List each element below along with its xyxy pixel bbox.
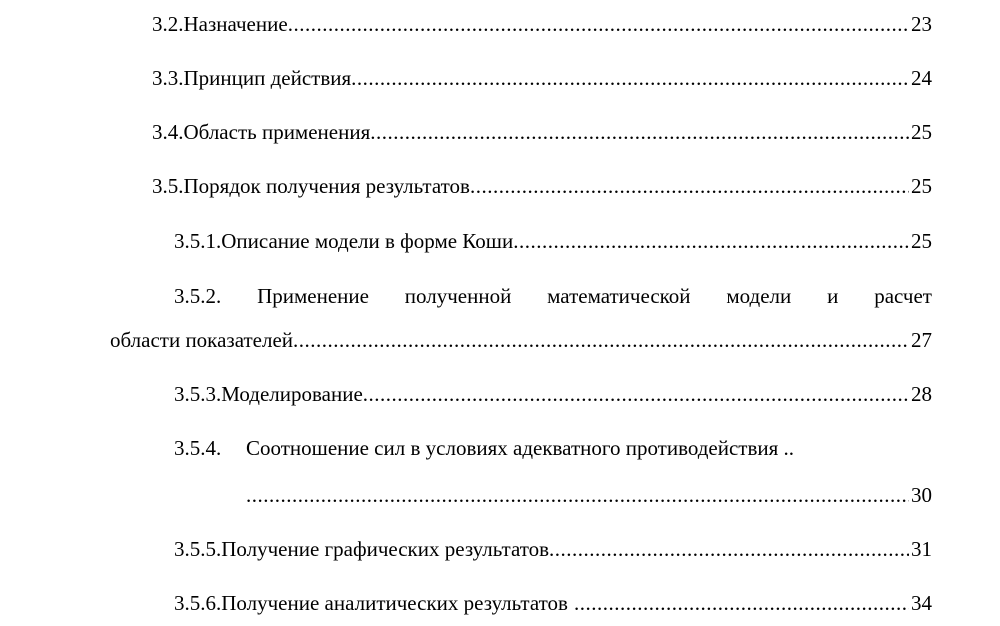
toc-entry-number: 3.2.	[152, 12, 184, 36]
dot-leader	[470, 172, 909, 200]
toc-entry-second-line	[246, 481, 932, 509]
toc-entry-number: 3.5.4.	[174, 436, 222, 460]
toc-entry-second-line	[110, 326, 932, 354]
toc-entry-page: 31	[911, 537, 932, 561]
toc-entry-title-word: и	[827, 284, 839, 308]
toc-entry-number: 3.5.	[152, 174, 184, 198]
dot-leader	[246, 481, 909, 509]
toc-entry-title: Получение аналитических результатов	[221, 591, 568, 615]
toc-entry-title: Моделирование	[221, 382, 363, 406]
toc-entry-page: 27	[911, 328, 932, 352]
toc-entry-page: 24	[911, 66, 932, 90]
dot-leader	[351, 64, 909, 92]
toc-entry-title-word: Применение	[257, 284, 369, 308]
toc-entry-title: Получение графических результатов	[221, 537, 550, 561]
toc-entry-3-3[interactable]	[152, 64, 932, 92]
toc-entry-page: 25	[911, 229, 932, 253]
toc-entry-3-2[interactable]	[152, 10, 932, 38]
toc-entry-3-5-5[interactable]	[174, 535, 932, 563]
toc-entry-3-5[interactable]	[152, 172, 932, 200]
toc-entry-page: 30	[911, 483, 932, 507]
toc-entry-number: 3.5.6.	[174, 591, 222, 615]
toc-entry-title: Соотношение сил в условиях адекватного противодействия ..	[246, 436, 795, 460]
toc-entry-page: 28	[911, 382, 932, 406]
toc-entry-number: 3.5.2.	[174, 284, 222, 308]
toc-entry-title: Назначение	[183, 12, 288, 36]
toc-entry-title-word: модели	[726, 284, 792, 308]
toc-entry-first-line	[174, 282, 932, 310]
toc-entry-3-4[interactable]	[152, 118, 932, 146]
toc-entry-first-line	[174, 434, 794, 462]
dot-leader	[513, 227, 909, 255]
toc-entry-title: Описание модели в форме Коши	[221, 229, 514, 253]
dot-leader	[549, 535, 909, 563]
toc-entry-title-word: математической	[547, 284, 691, 308]
toc-entry-3-5-6[interactable]	[174, 589, 932, 617]
toc-entry-page: 23	[911, 12, 932, 36]
toc-entry-number: 3.3.	[152, 66, 184, 90]
toc-entry-number: 3.5.5.	[174, 537, 222, 561]
dot-leader	[568, 589, 909, 617]
toc-entry-title: Порядок получения результатов	[183, 174, 470, 198]
toc-entry-number: 3.5.3.	[174, 382, 222, 406]
toc-entry-title-word: полученной	[404, 284, 512, 308]
toc-entry-number: 3.5.1.	[174, 229, 222, 253]
toc-entry-page: 25	[911, 120, 932, 144]
toc-entry-page: 25	[911, 174, 932, 198]
toc-entry-title-word: расчет	[874, 284, 932, 308]
dot-leader	[363, 380, 909, 408]
toc-entry-3-5-1[interactable]	[174, 227, 932, 255]
dot-leader	[370, 118, 909, 146]
toc-entry-title: Область применения	[183, 120, 371, 144]
toc-entry-title: Принцип действия	[183, 66, 352, 90]
toc-entry-page: 34	[911, 591, 932, 615]
dot-leader	[288, 10, 909, 38]
toc-entry-title: области показателей	[110, 328, 294, 352]
toc-entry-3-5-3[interactable]	[174, 380, 932, 408]
toc-entry-number: 3.4.	[152, 120, 184, 144]
dot-leader	[293, 326, 909, 354]
